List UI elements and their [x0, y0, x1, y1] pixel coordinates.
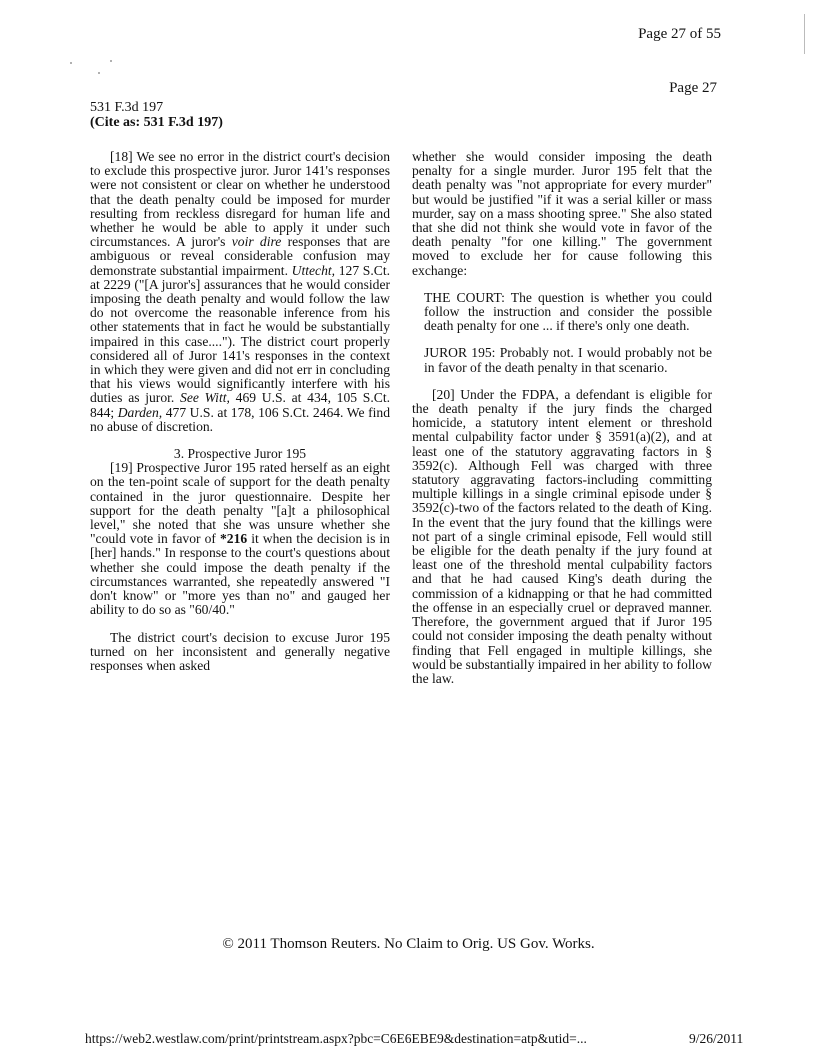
left-column [90, 150, 390, 686]
citation-reporter: 531 F.3d 197 [90, 100, 164, 115]
scan-speck [70, 62, 72, 64]
scan-speck [110, 60, 112, 62]
citation-cite-as: (Cite as: 531 F.3d 197) [90, 115, 223, 130]
transcript-juror: JUROR 195: Probably not. I would probably not be in favor of the death penalty in that scenario. [424, 345, 712, 375]
paragraph-19: [19] Prospective Juror 195 rated herself as an eight on the ten-point scale of support for the death penalty contained in the juror questionnaire. Despite her support for the death penalty "[a]t a philosophical level," she noted that she was unsure whether she "could vote in favor of *216 it when the decision is in [her] hands." In response to the court's questions about whether she could impose the death penalty if the circumstances warranted, she repeatedly answered "I don't know" or "more yes than no" and gauged her ability to do so as "60/40." [90, 460, 390, 618]
paragraph-continued: The district court's decision to excuse Juror 195 turned on her inconsistent and generally negative responses when asked [90, 629, 390, 673]
transcript-court: THE COURT: The question is whether you could follow the instruction and consider the possible death penalty for one ... if there's only one death. [424, 289, 712, 334]
page-header: Page 27 [669, 80, 717, 96]
paragraph-continuation: whether she would consider imposing the death penalty for a single murder. Juror 195 felt that the death penalty was "not appropriate for every murder" but would be justified "if it was a serial killer or mass murder, say on a mass shooting spree." She also stated that she did not think she would vote in favor of the death penalty "for one killing." The government moved to exclude her for cause following this exchange: [412, 149, 712, 278]
right-column [412, 150, 712, 699]
citation-block [90, 100, 223, 130]
scan-margin-line [804, 14, 805, 54]
scan-speck [98, 72, 100, 74]
copyright-notice: © 2011 Thomson Reuters. No Claim to Orig. US Gov. Works. [222, 936, 595, 952]
paragraph-20: [20] Under the FDPA, a defendant is eligible for the death penalty if the jury finds the charged homicide, a statutory intent element or threshold mental culpability factor under § 3591(a)(2), and at least one of the statutory aggravating factors in § 3592(c). Although Fell was charged with three statutory aggravating factors-including committing multiple killings in a single criminal episode under § 3592(c)-two of the factors related to the death of King. In the event that the jury found that the killings were not part of a single criminal episode, Fell would still be eligible for the death penalty if the jury found at least one of the threshold mental culpability factors and that he had caused King's death during the commission of a kidnapping or that he had committed the offense in an especially cruel or depraved manner. Therefore, the government argued that if Juror 195 could not consider imposing the death penalty without finding that Fell engaged in multiple killings, she would be substantially impaired in her ability to follow the law. [412, 386, 712, 686]
footer-date: 9/26/2011 [689, 1031, 744, 1046]
paragraph-18: [18] We see no error in the district court's decision to exclude this prospective juror. Juror 141's responses were not consistent or clear on whether he understood that the death penalty could be imposed for murder resulting from reckless disregard for human life and whether he would be able to apply it under such circumstances. A juror's voir dire responses that are ambiguous or reveal considerable confusion may demonstrate substantial impairment. Uttecht, 127 S.Ct. at 2229 ("[A juror's] assurances that he would consider imposing the death penalty and would follow the law do not overcome the reasonable inference from his other statements that in fact he would be substantially impaired in this case...."). The district court properly considered all of Juror 141's responses in the context in which they were given and did not err in concluding that his views would significantly interfere with his duties as juror. See Witt, 469 U.S. at 434, 105 S.Ct. 844; Darden, 477 U.S. at 178, 106 S.Ct. 2464. We find no abuse of discretion. [90, 149, 391, 434]
section-heading: 3. Prospective Juror 195 [173, 446, 307, 462]
page-count: Page 27 of 55 [638, 26, 721, 42]
footer-url: https://web2.westlaw.com/print/printstream.aspx?pbc=C6E6EBE9&destination=atp&utid=... [85, 1031, 587, 1046]
